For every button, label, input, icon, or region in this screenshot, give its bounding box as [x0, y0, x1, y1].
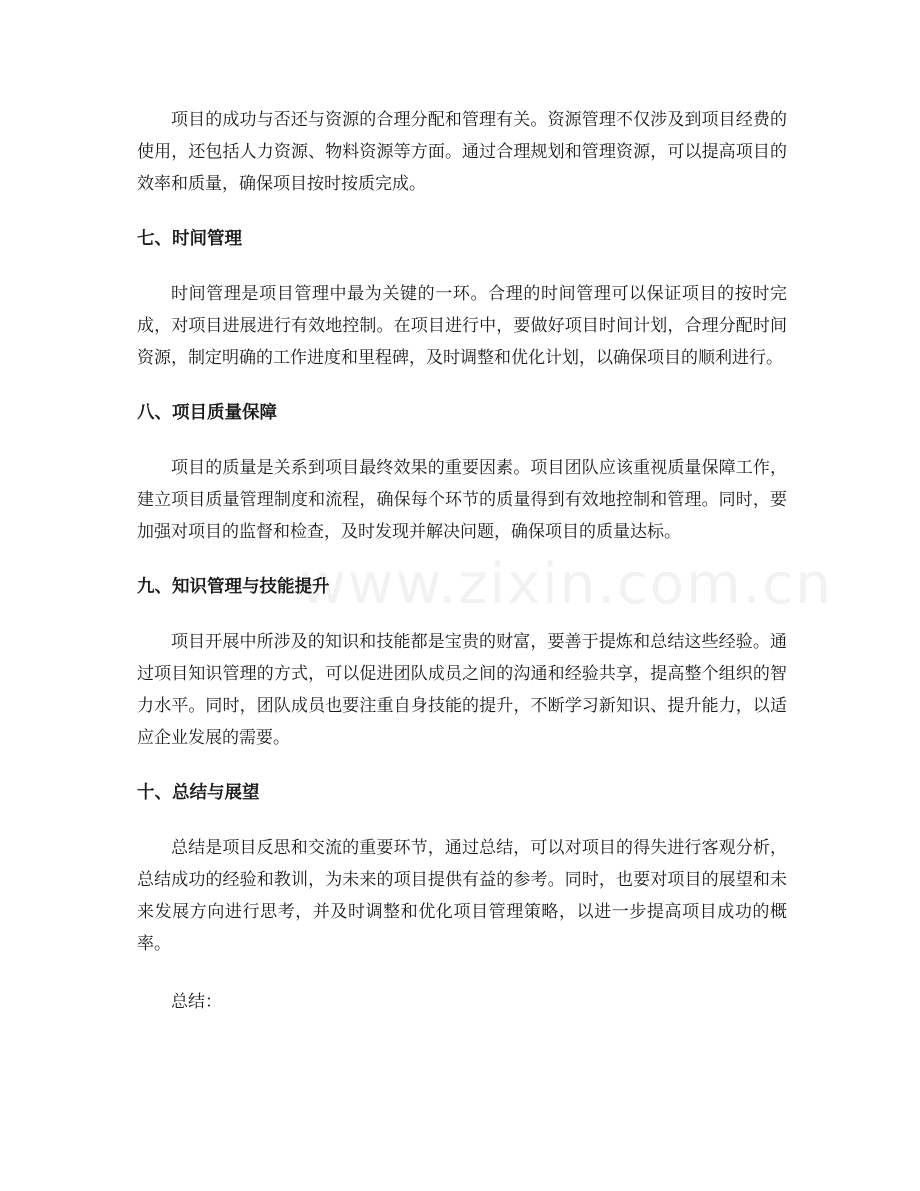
- intro-paragraph: 项目的成功与否还与资源的合理分配和管理有关。资源管理不仅涉及到项目经费的使用，还包括人力资源、物料资源等方面。通过合理规划和管理资源，可以提高项目的效率和质量，确保项目按时按质完成。: [137, 110, 787, 194]
- document-body: [137, 104, 787, 1018]
- section-heading-quality-assurance: 八、项目质量保障: [137, 403, 277, 423]
- section-heading-summary-outlook: 十、总结与展望: [137, 783, 260, 803]
- section-paragraph-quality-assurance: 项目的质量是关系到项目最终效果的重要因素。项目团队应该重视质量保障工作，建立项目质量管理制度和流程，确保每个环节的质量得到有效地控制和管理。同时，要加强对项目的监督和检查，及时发现并解决问题，确保项目的质量达标。: [137, 458, 787, 542]
- section-heading-time-management: 七、时间管理: [137, 229, 242, 249]
- section-paragraph-knowledge-management: 项目开展中所涉及的知识和技能都是宝贵的财富，要善于提炼和总结这些经验。通过项目知识管理的方式，可以促进团队成员之间的沟通和经验共享，提高整个组织的智力水平。同时，团队成员也要注重自身技能的提升，不断学习新知识、提升能力，以适应企业发展的需要。: [137, 632, 787, 748]
- section-heading-knowledge-management: 九、知识管理与技能提升: [137, 577, 330, 597]
- watermark: www.zixin.com.cn: [300, 552, 833, 617]
- section-paragraph-time-management: 时间管理是项目管理中最为关键的一环。合理的时间管理可以保证项目的按时完成，对项目进展进行有效地控制。在项目进行中，要做好项目时间计划，合理分配时间资源，制定明确的工作进度和里程碑，及时调整和优化计划，以确保项目的顺利进行。: [137, 284, 787, 368]
- summary-label: 总结：: [171, 992, 222, 1012]
- section-paragraph-summary-outlook: 总结是项目反思和交流的重要环节，通过总结，可以对项目的得失进行客观分析，总结成功的经验和教训，为未来的项目提供有益的参考。同时，也要对项目的展望和未来发展方向进行思考，并及时调整和优化项目管理策略，以进一步提高项目成功的概率。: [137, 838, 787, 954]
